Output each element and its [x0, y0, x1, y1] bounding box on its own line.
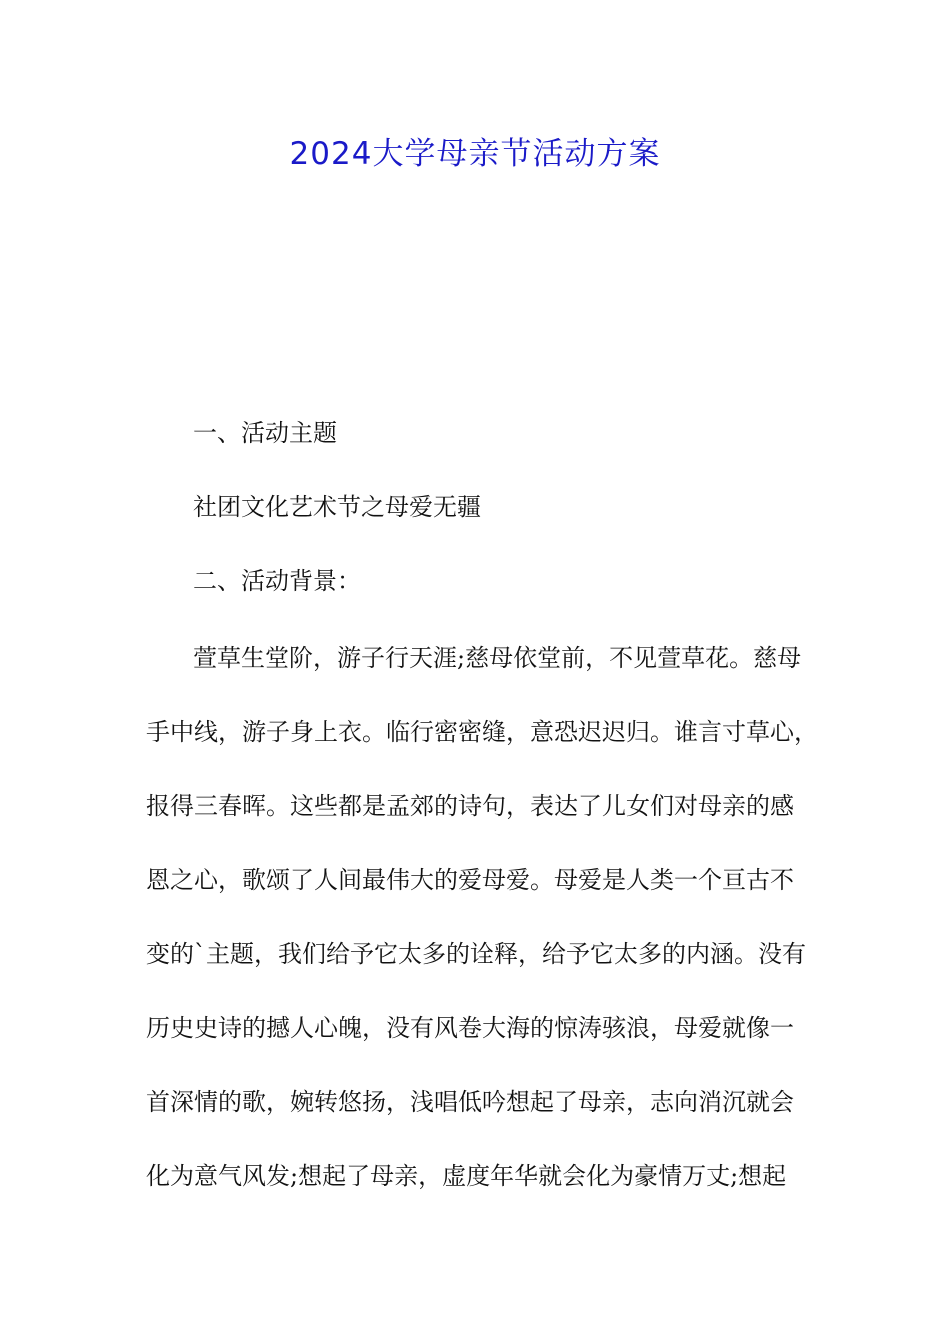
paragraph-line: 萱草生堂阶，游子行天涯;慈母依堂前，不见萱草花。慈母 [193, 644, 802, 672]
background-paragraph [146, 640, 818, 1232]
section-heading-theme: 一、活动主题 [193, 419, 337, 447]
paragraph-line: 化为意气风发;想起了母亲，虚度年华就会化为豪情万丈;想起 [146, 1162, 787, 1190]
paragraph-line: 首深情的歌，婉转悠扬，浅唱低吟想起了母亲，志向消沉就会 [146, 1088, 794, 1116]
paragraph-line: 手中线，游子身上衣。临行密密缝，意恐迟迟归。谁言寸草心， [146, 718, 818, 746]
paragraph-line: 恩之心，歌颂了人间最伟大的爱母爱。母爱是人类一个亘古不 [146, 866, 794, 894]
paragraph-line: 报得三春晖。这些都是孟郊的诗句，表达了儿女们对母亲的感 [146, 792, 794, 820]
section-text-theme: 社团文化艺术节之母爱无疆 [193, 493, 481, 521]
paragraph-line: 历史史诗的撼人心魄，没有风卷大海的惊涛骇浪，母爱就像一 [146, 1014, 794, 1042]
section-heading-background: 二、活动背景： [193, 567, 361, 595]
document-title: 2024大学母亲节活动方案 [289, 136, 661, 172]
paragraph-line: 变的`主题，我们给予它太多的诠释，给予它太多的内涵。没有 [146, 940, 806, 968]
